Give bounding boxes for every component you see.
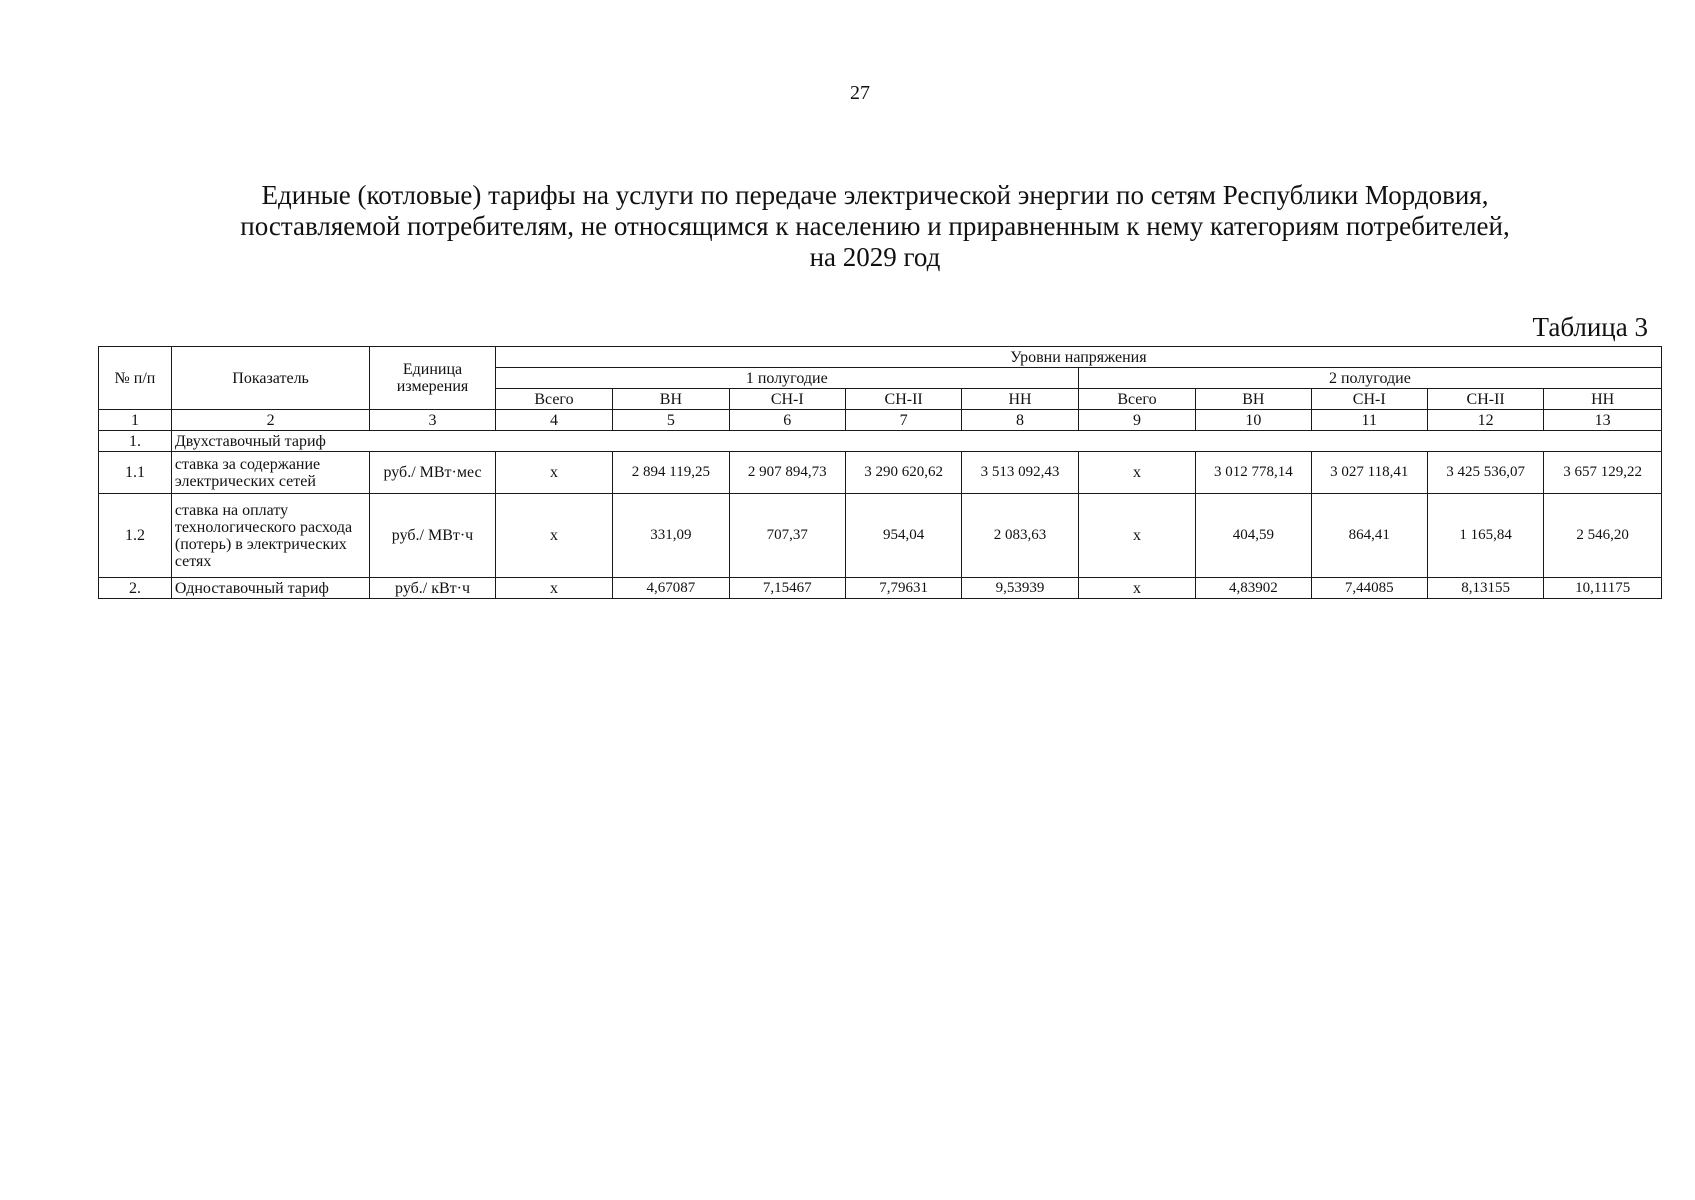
row-value: 7,79631	[845, 578, 961, 599]
row-value: 2 083,63	[962, 494, 1078, 578]
row-unit: руб./ кВт·ч	[370, 578, 496, 599]
row-value: 3 012 778,14	[1196, 452, 1311, 494]
column-number: 6	[729, 410, 845, 431]
table-row	[99, 452, 1662, 494]
section-num: 1.	[99, 431, 172, 452]
column-number: 11	[1311, 410, 1427, 431]
row-num: 1.1	[99, 452, 172, 494]
row-value: 4,67087	[613, 578, 729, 599]
row-unit: руб./ МВт·ч	[370, 494, 496, 578]
header-num: № п/п	[99, 347, 172, 410]
row-value: 8,13155	[1427, 578, 1543, 599]
row-value: 3 513 092,43	[962, 452, 1078, 494]
row-value: 2 907 894,73	[729, 452, 845, 494]
header-half-1: 1 полугодие	[495, 368, 1078, 389]
row-unit: руб./ МВт·мес	[370, 452, 496, 494]
section-label: Двухставочный тариф	[171, 431, 1661, 452]
row-value: 10,11175	[1544, 578, 1662, 599]
row-value: 2 894 119,25	[613, 452, 729, 494]
header-half-2: 2 полугодие	[1078, 368, 1661, 389]
column-number: 10	[1196, 410, 1311, 431]
row-value: х	[495, 452, 612, 494]
row-label: Одноставочный тариф	[171, 578, 369, 599]
row-value: х	[1078, 494, 1195, 578]
row-value: 3 290 620,62	[845, 452, 961, 494]
row-num: 2.	[99, 578, 172, 599]
column-number: 12	[1427, 410, 1543, 431]
header-h1-nn: НН	[962, 389, 1078, 410]
column-number: 3	[370, 410, 496, 431]
header-indicator: Показатель	[171, 347, 369, 410]
header-h2-nn: НН	[1544, 389, 1662, 410]
column-numbers-row	[99, 410, 1662, 431]
row-value: х	[1078, 452, 1195, 494]
row-value: 9,53939	[962, 578, 1078, 599]
column-number: 13	[1544, 410, 1662, 431]
row-value: 3 657 129,22	[1544, 452, 1662, 494]
row-value: 404,59	[1196, 494, 1311, 578]
header-h1-sn1: СН-I	[729, 389, 845, 410]
header-h2-total: Всего	[1078, 389, 1195, 410]
row-value: х	[1078, 578, 1195, 599]
table-row	[99, 578, 1662, 599]
document-title	[90, 180, 1660, 273]
row-value: 331,09	[613, 494, 729, 578]
row-value: 3 425 536,07	[1427, 452, 1543, 494]
title-line-2: поставляемой потребителям, не относящимся к населению и приравненным к нему категориям потребителей,	[240, 211, 1510, 241]
row-value: 864,41	[1311, 494, 1427, 578]
table-row	[99, 494, 1662, 578]
row-value: 954,04	[845, 494, 961, 578]
header-row-1	[99, 347, 1662, 368]
header-voltage-levels: Уровни напряжения	[495, 347, 1661, 368]
header-unit: Единица измерения	[370, 347, 496, 410]
row-value: х	[495, 494, 612, 578]
row-value: 7,15467	[729, 578, 845, 599]
page-number: 27	[850, 82, 870, 104]
tariff-table	[98, 346, 1662, 599]
header-h2-sn1: СН-I	[1311, 389, 1427, 410]
header-h1-vn: ВН	[613, 389, 729, 410]
row-value: 707,37	[729, 494, 845, 578]
title-line-1: Единые (котловые) тарифы на услуги по передаче электрической энергии по сетям Республики Мордовия,	[261, 180, 1489, 210]
header-h1-total: Всего	[495, 389, 612, 410]
section-row-two-rate	[99, 431, 1662, 452]
column-number: 7	[845, 410, 961, 431]
row-value: х	[495, 578, 612, 599]
row-value: 2 546,20	[1544, 494, 1662, 578]
header-h2-sn2: СН-II	[1427, 389, 1543, 410]
row-label: ставка за содержание электрических сетей	[171, 452, 369, 494]
column-number: 1	[99, 410, 172, 431]
column-number: 5	[613, 410, 729, 431]
row-label: ставка на оплату технологического расхода (потерь) в электрических сетях	[171, 494, 369, 578]
row-value: 3 027 118,41	[1311, 452, 1427, 494]
table-caption: Таблица 3	[1532, 312, 1648, 342]
header-h2-vn: ВН	[1196, 389, 1311, 410]
column-number: 2	[171, 410, 369, 431]
header-h1-sn2: СН-II	[845, 389, 961, 410]
row-value: 7,44085	[1311, 578, 1427, 599]
row-value: 1 165,84	[1427, 494, 1543, 578]
row-num: 1.2	[99, 494, 172, 578]
column-number: 4	[495, 410, 612, 431]
column-number: 8	[962, 410, 1078, 431]
row-value: 4,83902	[1196, 578, 1311, 599]
title-line-3: на 2029 год	[809, 242, 941, 272]
column-number: 9	[1078, 410, 1195, 431]
